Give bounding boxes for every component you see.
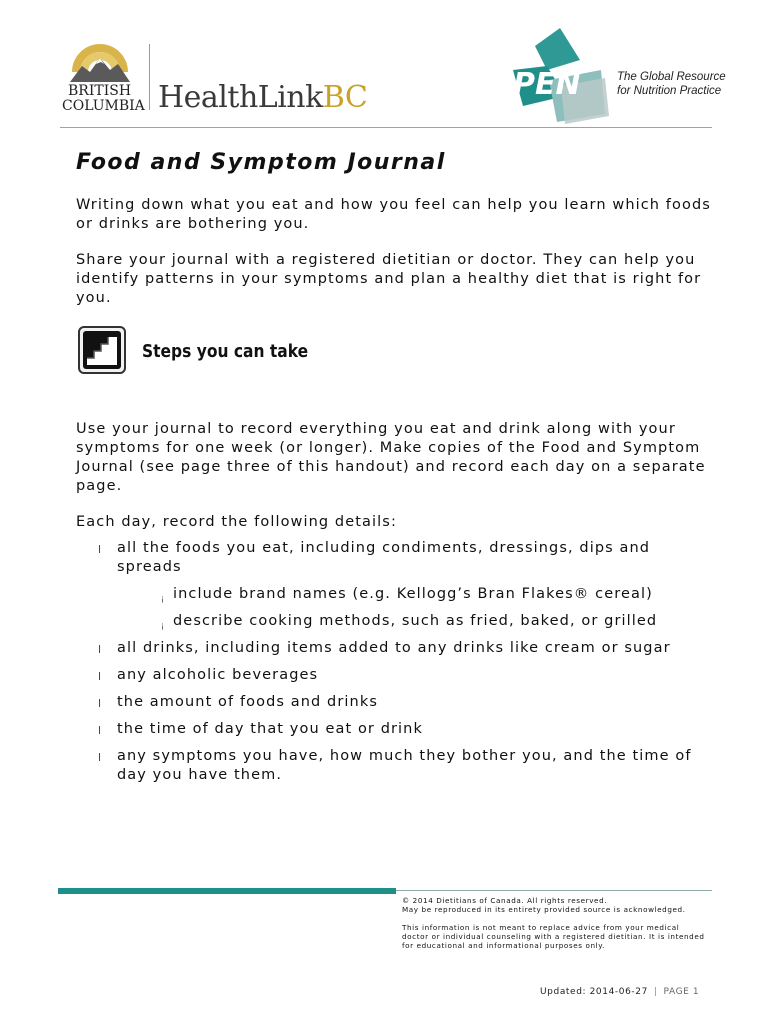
- sub-list-item-text: describe cooking methods, such as fried, baked, or grilled: [173, 613, 658, 629]
- list-item-text: any symptoms you have, how much they bother you, and the time of day you have them.: [117, 748, 692, 783]
- list-item: [96, 539, 696, 631]
- bullet-marker: l: [98, 670, 103, 683]
- list-item-text: all drinks, including items added to any drinks like cream or sugar: [117, 640, 671, 656]
- bc-sun-mountain-icon: [68, 42, 132, 82]
- list-item: [96, 639, 696, 658]
- pen-mark-icon: [505, 26, 615, 126]
- list-item-text: the time of day that you eat or drink: [117, 721, 423, 737]
- logo-divider: [149, 44, 150, 110]
- details-list: [96, 539, 696, 793]
- list-item: [96, 747, 696, 785]
- details-intro: Each day, record the following details:: [76, 514, 397, 530]
- list-item-text: any alcoholic beverages: [117, 667, 319, 683]
- footer-updated: [540, 987, 699, 997]
- pen-tagline-line1: The Global Resource: [617, 71, 726, 83]
- page-number: PAGE 1: [663, 987, 700, 997]
- healthlinkbc-logo: [60, 40, 368, 118]
- stairs-icon: [78, 326, 126, 374]
- intro-paragraph-1: Writing down what you eat and how you feel can help you learn which foods or drinks are bothering you.: [76, 197, 711, 232]
- footer-reproduce: May be reproduced in its entirety provided source is acknowledged.: [402, 905, 686, 914]
- bc-logo-line1: BRITISH: [68, 83, 132, 99]
- pen-tagline-line2: for Nutrition Practice: [617, 85, 722, 97]
- bullet-marker: l: [98, 751, 103, 764]
- list-item: [96, 720, 696, 739]
- bullet-marker: l: [98, 697, 103, 710]
- updated-date: Updated: 2014-06-27: [540, 987, 648, 997]
- footer-accent-bar: [58, 888, 396, 894]
- footer-disclaimer: This information is not meant to replace advice from your medical doctor or individual counseling with a registered dietitian. It is intended for educational and informational purposes only.: [402, 923, 705, 950]
- sub-list: [117, 585, 696, 631]
- list-item-text: all the foods you eat, including condiments, dressings, dips and spreads: [117, 540, 651, 575]
- intro-paragraph-2: Share your journal with a registered dietitian or doctor. They can help you identify patterns in your symptoms and plan a healthy diet that is right for you.: [76, 252, 702, 306]
- list-item: [96, 666, 696, 685]
- footer-copyright: © 2014 Dietitians of Canada. All rights reserved.: [402, 896, 608, 905]
- page-title: Food and Symptom Journal: [76, 150, 446, 175]
- list-item: [96, 693, 696, 712]
- bullet-marker: l: [98, 643, 103, 656]
- header-rule: [60, 127, 712, 128]
- bullet-marker: l: [98, 724, 103, 737]
- bc-logo-line2: COLUMBIA: [62, 98, 145, 114]
- footer-rule: [396, 890, 712, 891]
- pen-logo: [505, 26, 735, 126]
- sub-list-item-text: include brand names (e.g. Kellogg’s Bran Flakes® cereal): [173, 586, 653, 602]
- steps-heading: Steps you can take: [142, 341, 309, 362]
- sub-bullet-marker: ¡: [161, 621, 166, 630]
- sub-list-item: [117, 585, 696, 604]
- wordmark-healthlink: HealthLink: [158, 80, 323, 115]
- sub-bullet-marker: ¡: [161, 594, 166, 603]
- wordmark-bc: BC: [322, 80, 368, 115]
- pen-tagline: [617, 70, 726, 98]
- sub-list-item: [117, 612, 696, 631]
- pen-mark-text: PEN: [513, 67, 581, 102]
- steps-paragraph: Use your journal to record everything you eat and drink along with your symptoms for one week (or longer). Make copies of the Food and Symptom Journal (see page three of this handout) and record each day on a separate page.: [76, 421, 706, 494]
- healthlinkbc-wordmark: [158, 80, 367, 115]
- bullet-marker: l: [98, 543, 103, 556]
- footer-separator: |: [653, 987, 658, 997]
- list-item-text: the amount of foods and drinks: [117, 694, 378, 710]
